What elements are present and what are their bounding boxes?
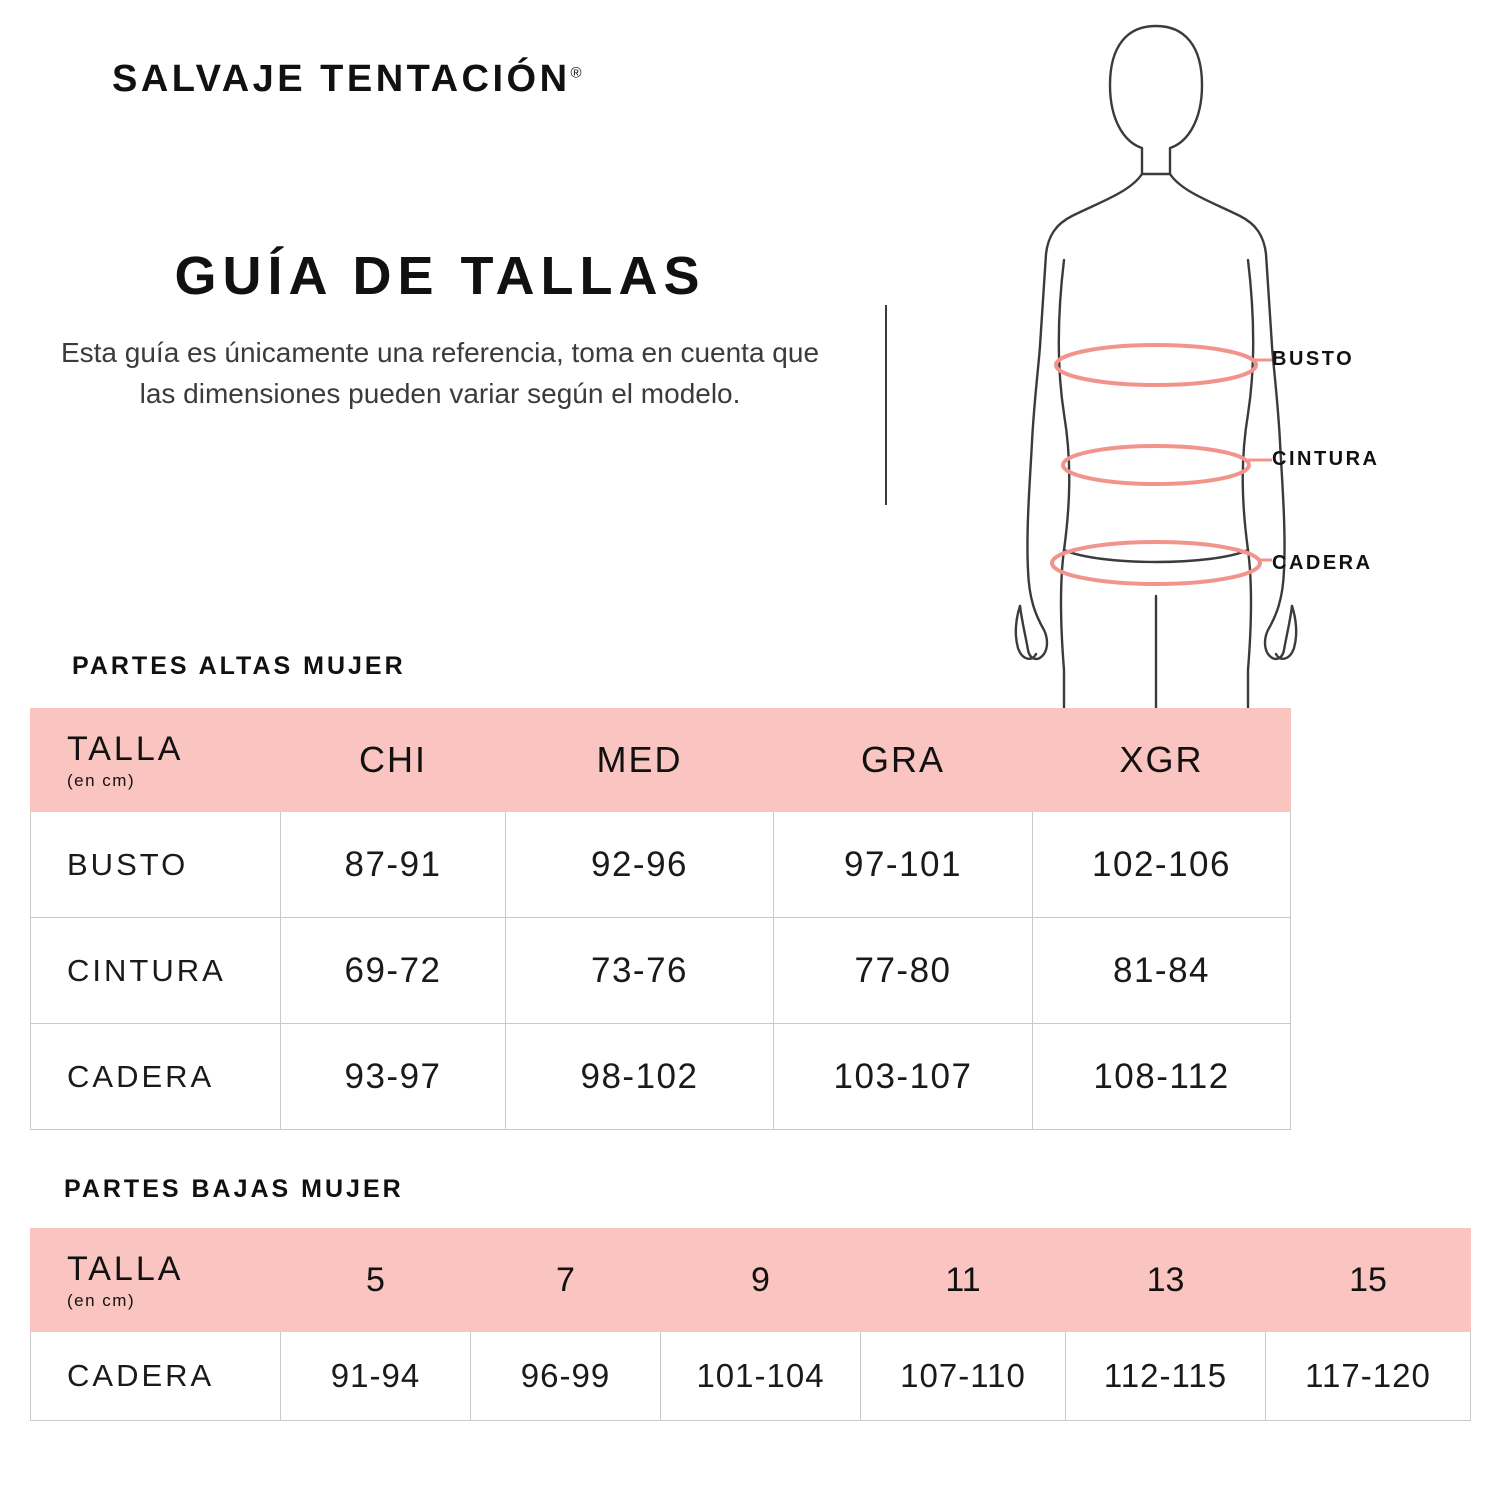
- table-row: [31, 1332, 1471, 1421]
- header-talla-unit: (en cm): [67, 770, 136, 790]
- header-talla: [31, 709, 281, 812]
- label-busto: BUSTO: [1272, 348, 1355, 370]
- row-label-cadera: CADERA: [31, 1024, 281, 1130]
- header-talla: [31, 1229, 281, 1332]
- vertical-divider: [885, 305, 887, 505]
- cell-cintura-chi: 69-72: [281, 918, 506, 1024]
- cell-cadera-5: 91-94: [281, 1332, 471, 1421]
- body-figure-diagram: [960, 10, 1440, 710]
- label-cintura: CINTURA: [1272, 448, 1380, 470]
- cell-cintura-med: 73-76: [506, 918, 774, 1024]
- page-title: GUÍA DE TALLAS: [174, 246, 706, 306]
- row-label-cadera: CADERA: [31, 1332, 281, 1421]
- section-title-partes-altas: PARTES ALTAS MUJER: [72, 652, 406, 680]
- table-partes-altas-mujer: [30, 708, 1291, 1130]
- registered-mark: ®: [570, 64, 582, 82]
- table-header-row: [31, 709, 1291, 812]
- table-row: [31, 918, 1291, 1024]
- cell-cadera-15: 117-120: [1266, 1332, 1471, 1421]
- cell-cintura-gra: 77-80: [774, 918, 1033, 1024]
- cell-busto-med: 92-96: [506, 812, 774, 918]
- cell-cadera-med: 98-102: [506, 1024, 774, 1130]
- cell-busto-gra: 97-101: [774, 812, 1033, 918]
- cell-cadera-gra: 103-107: [774, 1024, 1033, 1130]
- intro-block: [60, 245, 820, 414]
- cell-cadera-chi: 93-97: [281, 1024, 506, 1130]
- brand-name: SALVAJE TENTACIÓN: [112, 58, 571, 100]
- header-talla-label: TALLA: [67, 729, 184, 768]
- waist-measure-band: [1063, 446, 1249, 484]
- header-col-7: 7: [471, 1229, 661, 1332]
- header-col-13: 13: [1066, 1229, 1266, 1332]
- header-col-xgr: XGR: [1033, 709, 1291, 812]
- label-cadera: CADERA: [1272, 552, 1373, 574]
- cell-cintura-xgr: 81-84: [1033, 918, 1291, 1024]
- header-talla-label: TALLA: [67, 1249, 184, 1288]
- header-col-15: 15: [1266, 1229, 1471, 1332]
- header-talla-unit: (en cm): [67, 1290, 136, 1310]
- female-body-outline-icon: [960, 10, 1440, 710]
- header-col-gra: GRA: [774, 709, 1033, 812]
- row-label-cintura: CINTURA: [31, 918, 281, 1024]
- table-row: [31, 812, 1291, 918]
- section-title-partes-bajas: PARTES BAJAS MUJER: [64, 1175, 404, 1203]
- cell-cadera-13: 112-115: [1066, 1332, 1266, 1421]
- bust-measure-band: [1056, 345, 1256, 385]
- cell-busto-xgr: 102-106: [1033, 812, 1291, 918]
- table-partes-bajas-mujer: [30, 1228, 1471, 1421]
- table-header-row: [31, 1229, 1471, 1332]
- row-label-busto: BUSTO: [31, 812, 281, 918]
- cell-busto-chi: 87-91: [281, 812, 506, 918]
- brand-logo: [112, 58, 582, 101]
- cell-cadera-7: 96-99: [471, 1332, 661, 1421]
- header-col-chi: CHI: [281, 709, 506, 812]
- table-row: [31, 1024, 1291, 1130]
- intro-description: Esta guía es únicamente una referencia, toma en cuenta que las dimensiones pueden variar según el modelo.: [60, 337, 820, 409]
- header-col-9: 9: [661, 1229, 861, 1332]
- cell-cadera-11: 107-110: [861, 1332, 1066, 1421]
- header-col-11: 11: [861, 1229, 1066, 1332]
- header-col-5: 5: [281, 1229, 471, 1332]
- header-col-med: MED: [506, 709, 774, 812]
- cell-cadera-xgr: 108-112: [1033, 1024, 1291, 1130]
- cell-cadera-9: 101-104: [661, 1332, 861, 1421]
